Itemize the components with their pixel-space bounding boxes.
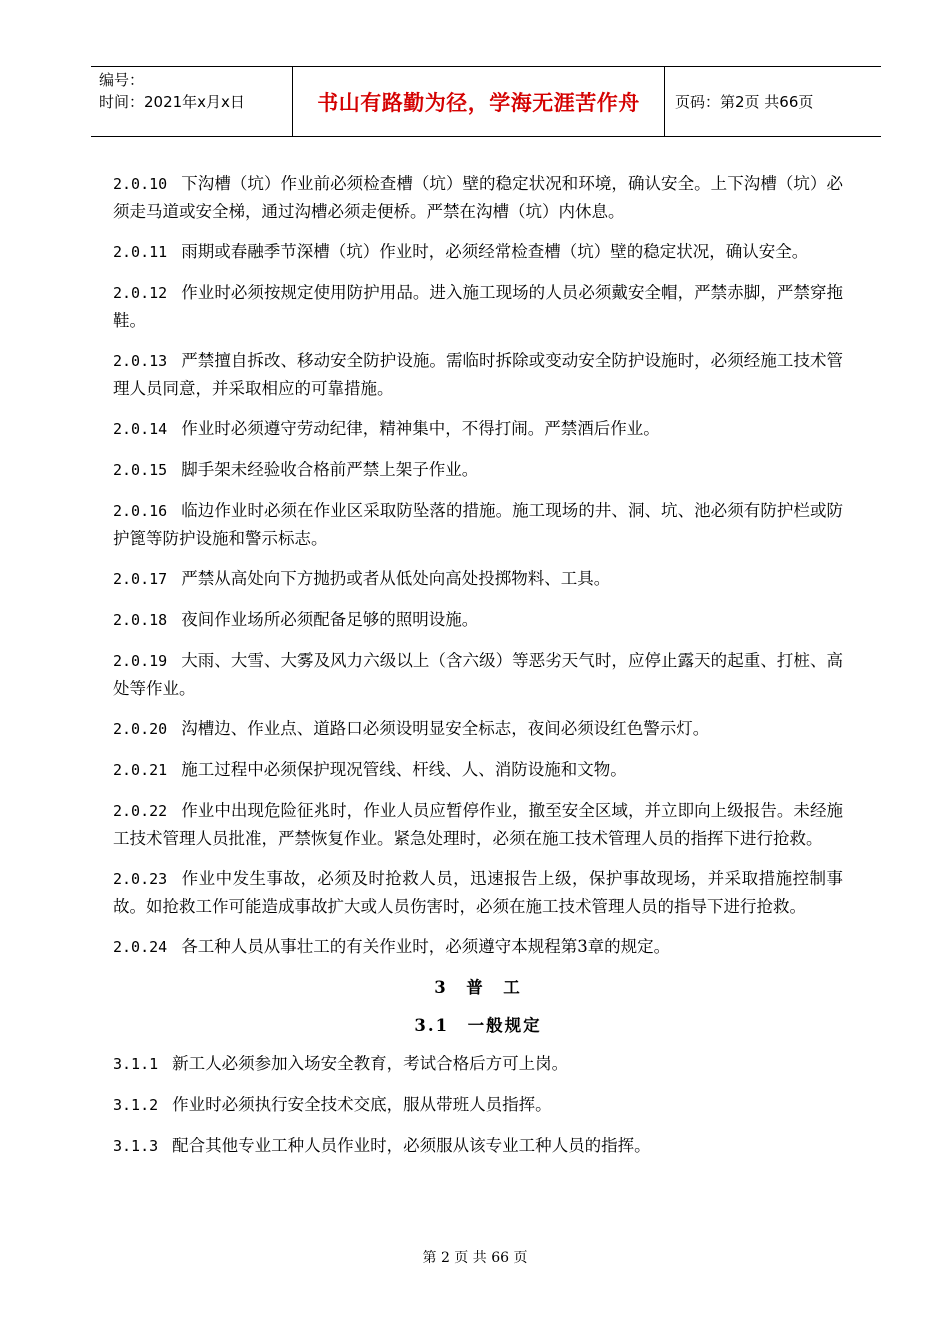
clause-text: 严禁从高处向下方抛扔或者从低处向高处投掷物料、工具。 [181,569,611,588]
clause-paragraph [113,1091,843,1119]
clause-text: 新工人必须参加入场安全教育，考试合格后方可上岗。 [172,1054,569,1073]
clause-paragraph [113,497,843,552]
clause-text: 作业中出现危险征兆时，作业人员应暂停作业，撤至安全区域，并立即向上级报告。未经施工技术管理人员批准，严禁恢复作业。紧急处理时，必须在施工技术管理人员的指挥下进行抢救。 [113,801,843,848]
clause-paragraph [113,279,843,334]
clause-text: 沟槽边、作业点、道路口必须设明显安全标志，夜间必须设红色警示灯。 [181,719,710,738]
clause-paragraph [113,797,843,852]
clause-number: 2.0.14 [113,420,168,438]
clause-number: 3.1.1 [113,1055,159,1073]
document-body [113,170,843,1173]
clause-text: 配合其他专业工种人员作业时，必须服从该专业工种人员的指挥。 [172,1136,651,1155]
clause-number: 2.0.10 [113,175,168,193]
clause-text: 大雨、大雪、大雾及风力六级以上（含六级）等恶劣天气时，应停止露天的起重、打桩、高处等作业。 [113,651,843,698]
clause-text: 严禁擅自拆改、移动安全防护设施。需临时拆除或变动安全防护设施时，必须经施工技术管理人员同意，并采取相应的可靠措施。 [113,351,843,398]
clause-text: 下沟槽（坑）作业前必须检查槽（坑）壁的稳定状况和环境，确认安全。上下沟槽（坑）必须走马道或安全梯，通过沟槽必须走便桥。严禁在沟槽（坑）内休息。 [113,174,843,221]
clause-paragraph [113,170,843,225]
clause-paragraph [113,606,843,634]
clause-number: 2.0.12 [113,284,168,302]
clause-paragraph [113,647,843,702]
clause-text: 雨期或春融季节深槽（坑）作业时，必须经常检查槽（坑）壁的稳定状况，确认安全。 [181,242,809,261]
clause-paragraph [113,865,843,920]
clause-text: 夜间作业场所必须配备足够的照明设施。 [181,610,479,629]
clause-list-3 [113,1050,843,1160]
clause-paragraph [113,1050,843,1078]
clause-paragraph [113,565,843,593]
clause-list-2 [113,170,843,961]
clause-number: 2.0.15 [113,461,168,479]
clause-text: 施工过程中必须保护现况管线、杆线、人、消防设施和文物。 [181,760,627,779]
clause-text: 作业时必须遵守劳动纪律，精神集中，不得打闹。严禁酒后作业。 [181,419,660,438]
chapter-title: 3 普 工 [434,978,522,997]
clause-text: 作业中发生事故，必须及时抢救人员，迅速报告上级，保护事故现场，并采取措施控制事故。如抢救工作可能造成事故扩大或人员伤害时，必须在施工技术管理人员的指导下进行抢救。 [113,869,843,916]
clause-paragraph [113,415,843,443]
clause-number: 2.0.18 [113,611,168,629]
clause-text: 各工种人员从事壮工的有关作业时，必须遵守本规程第3章的规定。 [181,937,671,956]
clause-number: 2.0.13 [113,352,168,370]
clause-number: 2.0.22 [113,802,168,820]
clause-number: 2.0.21 [113,761,168,779]
clause-paragraph [113,1132,843,1160]
header-page-info: 页码：第2页 共66页 [675,93,814,111]
clause-number: 2.0.11 [113,243,168,261]
clause-paragraph [113,756,843,784]
clause-number: 2.0.19 [113,652,168,670]
time-label: 时间：2021年x月x日 [99,93,245,111]
serial-label: 编号： [99,71,145,89]
clause-text: 作业时必须按规定使用防护用品。进入施工现场的人员必须戴安全帽，严禁赤脚，严禁穿拖鞋。 [113,283,843,330]
clause-number: 3.1.3 [113,1137,159,1155]
clause-paragraph [113,715,843,743]
clause-text: 临边作业时必须在作业区采取防坠落的措施。施工现场的井、洞、坑、池必须有防护栏或防护篦等防护设施和警示标志。 [113,501,843,548]
header-meta [91,67,293,136]
clause-text: 作业时必须执行安全技术交底，服从带班人员指挥。 [172,1095,552,1114]
clause-number: 2.0.17 [113,570,168,588]
clause-number: 2.0.16 [113,502,168,520]
clause-paragraph [113,238,843,266]
clause-paragraph [113,456,843,484]
header-motto: 书山有路勤为径，学海无涯苦作舟 [293,67,665,136]
clause-number: 2.0.20 [113,720,168,738]
clause-number: 2.0.24 [113,938,168,956]
clause-text: 脚手架未经验收合格前严禁上架子作业。 [181,460,479,479]
clause-paragraph [113,933,843,961]
page-footer: 第 2 页 共 66 页 [422,1250,528,1266]
clause-number: 2.0.23 [113,870,168,888]
page-header [91,66,881,137]
clause-number: 3.1.2 [113,1096,159,1114]
section-title: 3.1 一般规定 [414,1016,542,1035]
clause-paragraph [113,347,843,402]
